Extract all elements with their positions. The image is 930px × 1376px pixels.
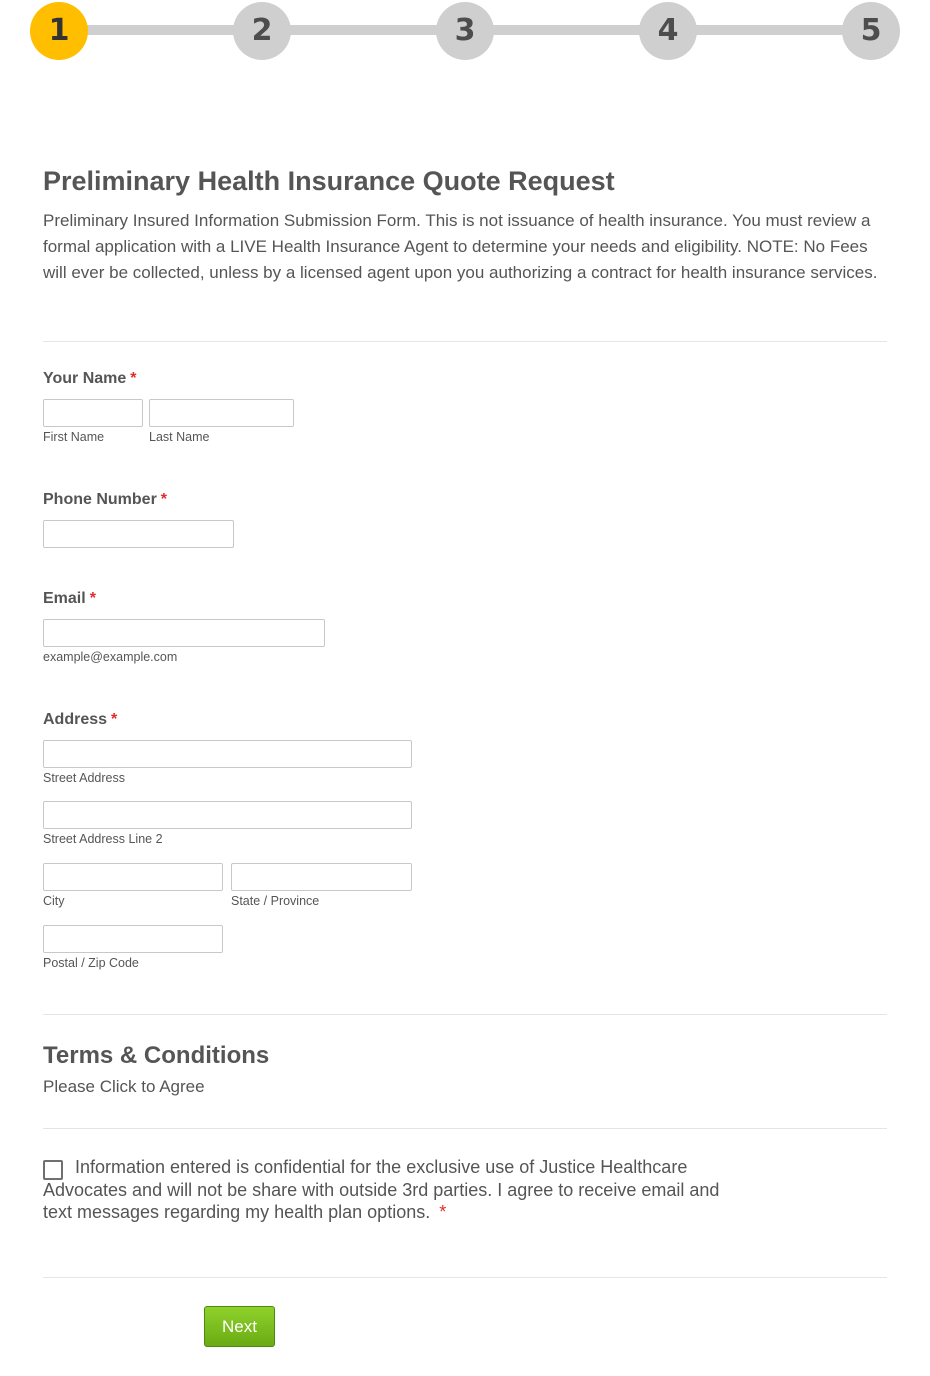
email-label-text: Email <box>43 590 86 607</box>
phone-label-text: Phone Number <box>43 491 157 508</box>
email-sublabel: example@example.com <box>43 650 178 664</box>
divider <box>43 1014 887 1015</box>
required-marker: * <box>130 370 137 387</box>
first-name-input[interactable] <box>43 399 143 427</box>
postal-code-sublabel: Postal / Zip Code <box>43 956 139 970</box>
divider <box>43 1277 887 1278</box>
step-3: 3 <box>436 2 494 60</box>
street-address-sublabel: Street Address <box>43 771 125 785</box>
street-address-line2-sublabel: Street Address Line 2 <box>43 832 163 846</box>
consent-text: Information entered is confidential for the exclusive use of Justice Healthcare Advocates and will not be share with outside 3rd parties. I agree to receive email and text messages regarding my health plan options. <box>43 1157 720 1222</box>
state-province-sublabel: State / Province <box>231 894 320 908</box>
street-address-input[interactable] <box>43 740 412 768</box>
required-marker: * <box>111 711 118 728</box>
city-input[interactable] <box>43 863 223 891</box>
city-sublabel: City <box>43 894 65 908</box>
divider <box>43 341 887 342</box>
terms-subtitle: Please Click to Agree <box>43 1077 205 1096</box>
address-label-text: Address <box>43 711 108 728</box>
state-province-input[interactable] <box>231 863 412 891</box>
consent-checkbox[interactable] <box>43 1160 63 1180</box>
page-title: Preliminary Health Insurance Quote Request <box>43 166 615 196</box>
email-field-label <box>43 590 96 608</box>
progress-stepper <box>0 0 930 70</box>
last-name-sublabel: Last Name <box>149 430 210 444</box>
address-field-label <box>43 711 117 729</box>
name-label-text: Your Name <box>43 370 127 387</box>
required-marker: * <box>439 1202 447 1222</box>
street-address-line2-input[interactable] <box>43 801 412 829</box>
consent-label <box>43 1156 723 1224</box>
required-marker: * <box>160 491 168 508</box>
first-name-sublabel: First Name <box>43 430 105 444</box>
phone-input[interactable] <box>43 520 234 548</box>
page-description: Preliminary Insured Information Submission Form. This is not issuance of health insurance. You must review a formal application with a LIVE Health Insurance Agent to determine your needs and eligibility. NOTE: No Fees will ever be collected, unless by a licensed agent upon you authorizing a contract for health insurance services. <box>43 211 878 282</box>
phone-field-label <box>43 491 167 509</box>
divider <box>43 1128 887 1129</box>
name-field-label <box>43 370 137 388</box>
last-name-input[interactable] <box>149 399 294 427</box>
step-1: 1 <box>30 2 88 60</box>
email-input[interactable] <box>43 619 325 647</box>
step-5: 5 <box>842 2 900 60</box>
terms-title: Terms & Conditions <box>43 1042 270 1069</box>
postal-code-input[interactable] <box>43 925 223 953</box>
required-marker: * <box>89 590 96 607</box>
step-2: 2 <box>233 2 291 60</box>
step-4: 4 <box>639 2 697 60</box>
next-button[interactable]: Next <box>204 1306 275 1347</box>
